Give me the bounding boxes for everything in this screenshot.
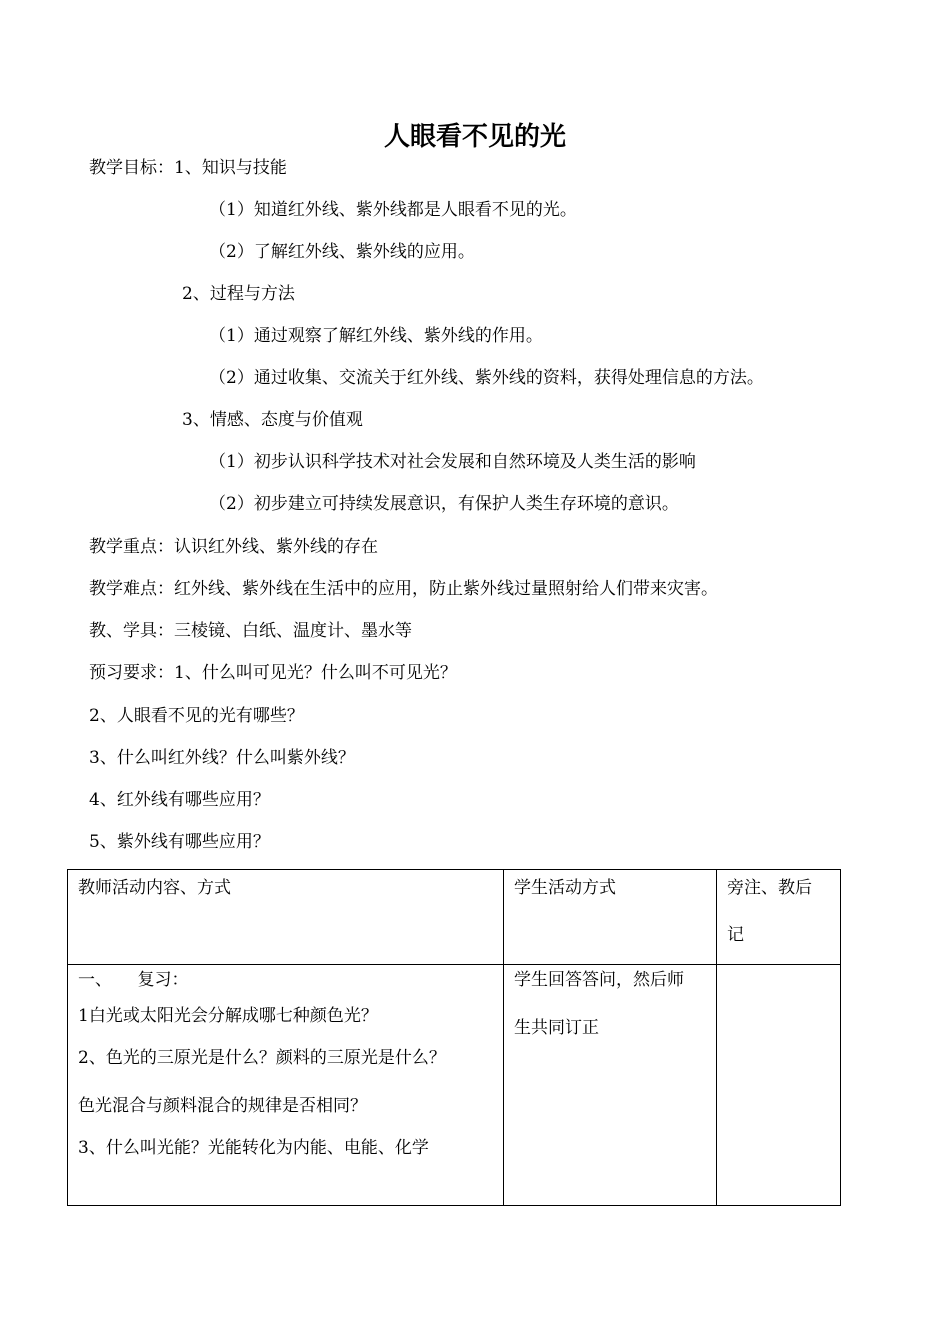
teacher-line-5: 3、什么叫光能？光能转化为内能、电能、化学 bbox=[78, 1138, 429, 1158]
teacher-activity-cell bbox=[68, 965, 504, 1206]
objectives-heading: 教学目标：1、知识与技能 bbox=[89, 158, 287, 178]
preview-item-3: 3、什么叫红外线？什么叫紫外线？ bbox=[89, 748, 355, 768]
notes-header-line-1: 旁注、教后 bbox=[727, 878, 812, 898]
teacher-line-4: 色光混合与颜料混合的规律是否相同？ bbox=[78, 1096, 367, 1116]
student-header-cell bbox=[504, 870, 717, 965]
student-header: 学生活动方式 bbox=[514, 878, 616, 898]
materials: 教、学具：三棱镜、白纸、温度计、墨水等 bbox=[89, 621, 412, 641]
teacher-line-3: 2、色光的三原光是什么？颜料的三原光是什么？ bbox=[78, 1048, 446, 1068]
table-header-row bbox=[68, 870, 841, 965]
student-line-2: 生共同订正 bbox=[514, 1018, 599, 1038]
student-activity-cell bbox=[504, 965, 717, 1206]
objective-knowledge-2: （2）了解红外线、紫外线的应用。 bbox=[209, 242, 475, 262]
lesson-table bbox=[67, 869, 841, 1206]
preview-item-5: 5、紫外线有哪些应用？ bbox=[89, 832, 270, 852]
preview-item-4: 4、红外线有哪些应用？ bbox=[89, 790, 270, 810]
notes-header-line-2: 记 bbox=[727, 925, 744, 945]
page-title: 人眼看不见的光 bbox=[383, 122, 566, 152]
objective-process-1: （1）通过观察了解红外线、紫外线的作用。 bbox=[209, 326, 543, 346]
objective-emotion-1: （1）初步认识科学技术对社会发展和自然环境及人类生活的影响 bbox=[209, 452, 696, 472]
key-point: 教学重点：认识红外线、紫外线的存在 bbox=[89, 537, 378, 557]
objective-knowledge-1: （1）知道红外线、紫外线都是人眼看不见的光。 bbox=[209, 200, 577, 220]
teacher-header: 教师活动内容、方式 bbox=[78, 878, 231, 898]
difficulty: 教学难点：红外线、紫外线在生活中的应用，防止紫外线过量照射给人们带来灾害。 bbox=[89, 579, 718, 599]
preview-item-2: 2、人眼看不见的光有哪些？ bbox=[89, 706, 304, 726]
objective-emotion-2: （2）初步建立可持续发展意识，有保护人类生存环境的意识。 bbox=[209, 494, 679, 514]
teacher-line-2: 1白光或太阳光会分解成哪七种颜色光？ bbox=[78, 1006, 378, 1026]
student-line-1: 学生回答答问，然后师 bbox=[514, 970, 684, 990]
emotion-heading: 3、情感、态度与价值观 bbox=[182, 410, 363, 430]
preview-item-1: 预习要求：1、什么叫可见光？什么叫不可见光？ bbox=[89, 663, 457, 683]
notes-cell bbox=[717, 965, 841, 1206]
objective-process-2: （2）通过收集、交流关于红外线、紫外线的资料，获得处理信息的方法。 bbox=[209, 368, 764, 388]
notes-header-cell bbox=[717, 870, 841, 965]
process-heading: 2、过程与方法 bbox=[182, 284, 295, 304]
teacher-header-cell bbox=[68, 870, 504, 965]
table-row bbox=[68, 965, 841, 1206]
teacher-line-1: 一、 复习： bbox=[78, 970, 189, 990]
